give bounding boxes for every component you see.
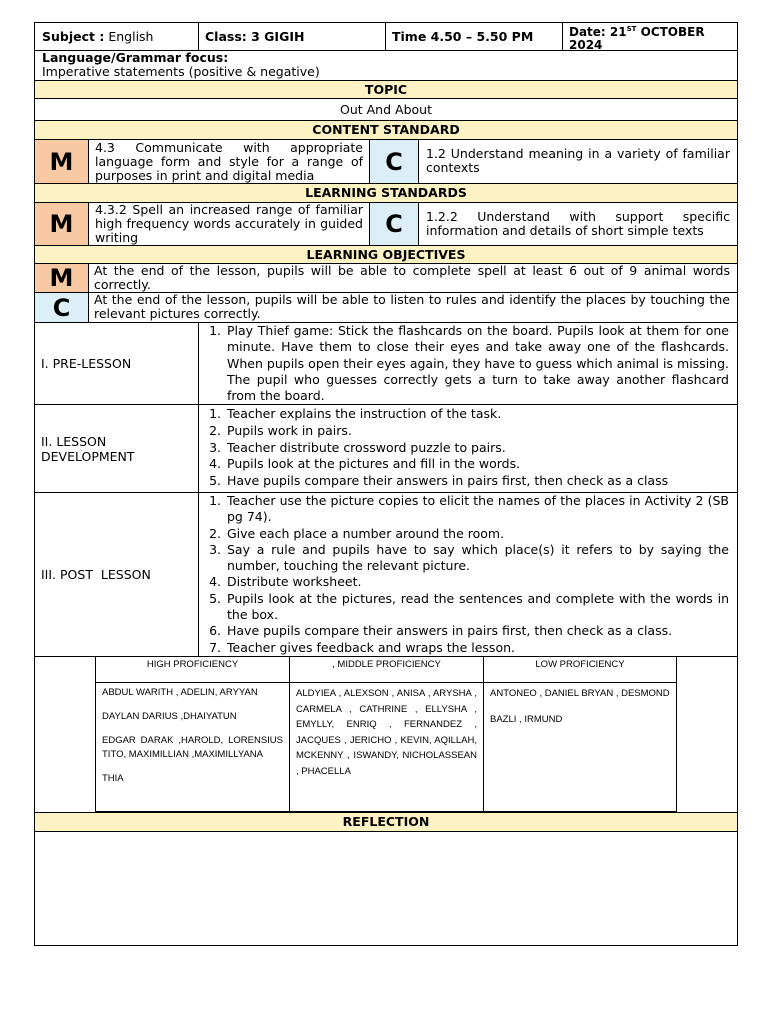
post-lesson-step: 1. Teacher use the picture copies to elicit the names of the places in Activity 2 (SB pg 74). [225, 493, 729, 526]
grammar-focus [34, 50, 738, 81]
objective-c-badge: C [34, 292, 89, 323]
development-step: 1. Teacher explains the instruction of the task. [225, 406, 729, 423]
pre-lesson-label-text: I. PRE-LESSON [41, 356, 132, 371]
date-cell [562, 22, 738, 51]
subject-cell [34, 22, 199, 51]
post-lesson-step: 3. Say a rule and pupils have to say which place(s) it refers to by saying the number, touching the relevant picture. [225, 542, 729, 575]
content-standard-m-badge: M [34, 139, 89, 184]
subject-value: English [108, 29, 154, 44]
low-names-line: BAZLI , IRMUND [490, 713, 563, 725]
objective-m-text: At the end of the lesson, pupils will be able to complete spell at least 6 out of 9 animal words correctly. [88, 263, 738, 293]
post-lesson-step: 7. Teacher gives feedback and wraps the lesson. [225, 640, 729, 656]
development-step: 5. Have pupils compare their answers in pairs first, then check as a class [225, 473, 729, 490]
time-cell [385, 22, 563, 51]
post-lesson-label-text: III. POST LESSON [41, 567, 151, 582]
date-prefix: Date: 21 [569, 25, 627, 39]
learning-standards-c-badge: C [369, 202, 419, 246]
middle-proficiency-names: ALDYIEA , ALEXSON , ANISA , ARYSHA , CARMELA , CATHRINE , ELLYSHA , EMYLLY, ENRIQ , FERNANDEZ , JACQUES , JERICHO , KEVIN, AQILLAH, MCKENNY , ISWANDY, NICHOLASSEAN , PHACELLA [289, 682, 484, 812]
development-step: 2. Pupils work in pairs. [225, 423, 729, 440]
low-proficiency-heading: LOW PROFICIENCY [483, 656, 677, 683]
post-lesson-step: 6. Have pupils compare their answers in pairs first, then check as a class. [225, 623, 729, 639]
high-names-line: EDGAR DARAK ,HAROLD, LORENSIUS TITO, MAXIMILLIAN ,MAXIMILLYANA [102, 735, 283, 760]
topic-heading: TOPIC [34, 80, 738, 99]
high-names-line: DAYLAN DARIUS ,DHAIYATUN [102, 711, 237, 722]
content-standard-m-text: 4.3 Communicate with appropriate language form and style for a range of purposes in print and digital media [88, 139, 370, 184]
pre-lesson-steps [198, 322, 738, 405]
lesson-development-label-text: II. LESSON DEVELOPMENT [41, 433, 135, 464]
lesson-development-steps [198, 404, 738, 493]
class-label: Class: 3 GIGIH [205, 29, 305, 44]
learning-standards-m-badge: M [34, 202, 89, 246]
post-lesson-steps [198, 492, 738, 657]
learning-standards-m-text: 4.3.2 Spell an increased range of familiar high frequency words accurately in guided writing [88, 202, 370, 246]
high-names-line: ABDUL WARITH , ADELIN, ARYYAN [102, 687, 258, 698]
learning-standards-c-text: 1.2.2 Understand with support specific information and details of short simple texts [418, 202, 738, 246]
middle-proficiency-heading: , MIDDLE PROFICIENCY [289, 656, 484, 683]
low-names-line: ANTONEO , DANIEL BRYAN , DESMOND [490, 688, 670, 699]
development-step: 4. Pupils look at the pictures and fill in the words. [225, 456, 729, 473]
reflection-body [34, 831, 738, 946]
high-proficiency-heading: HIGH PROFICIENCY [95, 656, 290, 683]
objective-m-badge: M [34, 263, 89, 293]
post-lesson-step: 5. Pupils look at the pictures, read the sentences and complete with the words in the box. [225, 591, 729, 624]
content-standard-c-text: 1.2 Understand meaning in a variety of familiar contexts [418, 139, 738, 184]
grammar-focus-text: Imperative statements (positive & negative) [42, 64, 320, 79]
high-proficiency-names [95, 682, 290, 812]
date-rest: OCTOBER 2024 [569, 25, 705, 52]
development-step: 3. Teacher distribute crossword puzzle to pairs. [225, 440, 729, 457]
post-lesson-step: 2. Give each place a number around the room. [225, 526, 729, 542]
high-names-line: THIA [102, 773, 124, 784]
content-standard-heading: CONTENT STANDARD [34, 120, 738, 140]
lesson-development-label [34, 404, 199, 493]
grammar-focus-title: Language/Grammar focus: [42, 50, 229, 65]
class-cell [198, 22, 386, 51]
post-lesson-step: 4. Distribute worksheet. [225, 574, 729, 590]
learning-objectives-heading: LEARNING OBJECTIVES [34, 245, 738, 264]
content-standard-c-badge: C [369, 139, 419, 184]
objective-c-text: At the end of the lesson, pupils will be able to listen to rules and identify the places by touching the relevant pictures correctly. [88, 292, 738, 323]
reflection-heading: REFLECTION [34, 812, 738, 832]
subject-label: Subject : [42, 29, 105, 44]
topic-value: Out And About [34, 98, 738, 121]
time-label: Time 4.50 – 5.50 PM [392, 29, 534, 44]
date-superscript: ST [626, 25, 637, 33]
low-proficiency-names [483, 682, 677, 812]
learning-standards-heading: LEARNING STANDARDS [34, 183, 738, 203]
pre-lesson-label [34, 322, 199, 405]
pre-lesson-step: 1. Play Thief game: Stick the flashcards on the board. Pupils look at them for one minute. Have them to close their eyes and take away one of the flashcards. When pupils open their eyes again, they have to guess which animal is missing. The pupil who guesses correctly gets a turn to take away another flashcard from the board. [225, 323, 729, 404]
post-lesson-label [34, 492, 199, 657]
